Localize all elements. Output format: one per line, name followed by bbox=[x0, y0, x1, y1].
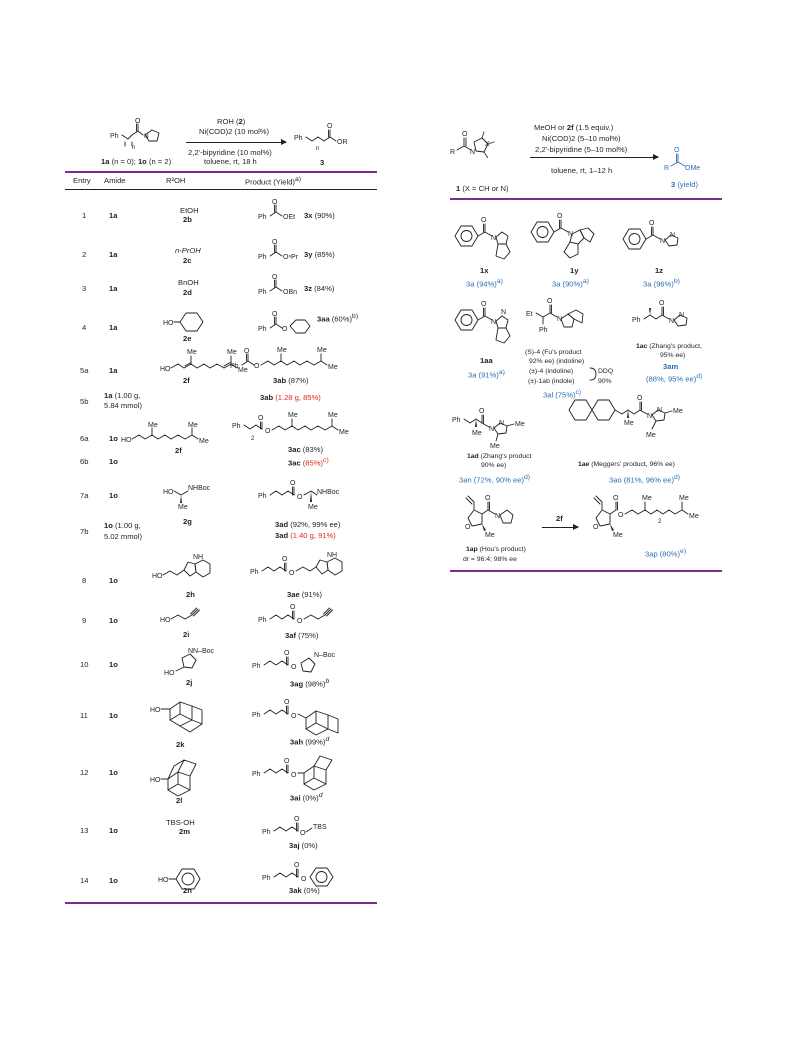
bottom-rule-left bbox=[65, 902, 377, 904]
product-3-label: 3 bbox=[320, 158, 325, 167]
svg-text:Ph: Ph bbox=[252, 712, 261, 719]
svg-text:O: O bbox=[481, 217, 487, 224]
alcohol-2f-id: 2f bbox=[183, 376, 190, 385]
svg-text:NHBoc: NHBoc bbox=[188, 485, 211, 492]
svg-text:Me: Me bbox=[188, 422, 198, 429]
svg-text:O: O bbox=[272, 239, 278, 246]
condition-text: toluene, rt, 18 h bbox=[204, 157, 257, 166]
bottom-rule-right bbox=[450, 570, 722, 572]
product-3ad-scaleup: 3ad (1.40 g, 91%) bbox=[275, 531, 336, 540]
svg-text:Me: Me bbox=[679, 495, 689, 502]
compound-1z-structure bbox=[620, 215, 700, 255]
entry-9: 9 bbox=[82, 616, 87, 625]
svg-text:O: O bbox=[674, 147, 680, 154]
amide-6a: 1o bbox=[109, 434, 118, 443]
svg-text:N: N bbox=[495, 513, 501, 520]
alcohol-2f-id-2: 2f bbox=[175, 446, 182, 455]
amide-7a: 1o bbox=[109, 491, 118, 500]
header-underline bbox=[65, 189, 377, 190]
entry-7b: 7b bbox=[80, 527, 89, 536]
svg-text:Ph: Ph bbox=[258, 214, 267, 221]
amide-13: 1o bbox=[109, 826, 118, 835]
svg-text:Me: Me bbox=[288, 412, 298, 419]
entry-6b: 6b bbox=[80, 457, 89, 466]
compound-1ap-dr: dr = 96:4; 98% ee bbox=[463, 556, 517, 563]
svg-text:Ph: Ph bbox=[110, 133, 119, 140]
compound-1aa-label: 1aa bbox=[480, 356, 493, 365]
svg-text:O: O bbox=[289, 570, 295, 577]
svg-text:O: O bbox=[297, 618, 303, 625]
product-3af-structure bbox=[258, 600, 368, 628]
svg-text:N: N bbox=[470, 149, 476, 156]
svg-text:OⁿPr: OⁿPr bbox=[283, 254, 298, 261]
compound-1y-label: 1y bbox=[570, 266, 579, 275]
svg-text:2: 2 bbox=[251, 436, 255, 442]
compound-1ap-structure bbox=[454, 492, 534, 542]
alcohol-2i-id: 2i bbox=[183, 630, 190, 639]
svg-text:O: O bbox=[135, 118, 141, 125]
substrate-1-label: 1 (X = CH or N) bbox=[456, 184, 509, 193]
svg-text:Ph: Ph bbox=[632, 317, 641, 324]
product-3ai-label: 3ai $(0\%)^d$ bbox=[290, 792, 323, 803]
amide-8: 1o bbox=[109, 576, 118, 585]
svg-text:TBS: TBS bbox=[313, 824, 327, 831]
svg-text:Me: Me bbox=[339, 429, 349, 436]
amide-7b-mmol: 5.02 mmol) bbox=[104, 532, 142, 541]
product-3ab-scaleup: 3ab (1.28 g, 85%) bbox=[260, 393, 321, 402]
alcohol-2l-id: 2l bbox=[176, 796, 183, 805]
svg-text:O: O bbox=[272, 311, 278, 318]
svg-text:Ph: Ph bbox=[258, 289, 267, 296]
svg-text:O: O bbox=[272, 274, 278, 281]
racemic-4-indoline: (±)-4 (indoline) bbox=[529, 368, 574, 375]
alcohol-2k-structure bbox=[150, 692, 230, 740]
svg-text:O: O bbox=[284, 758, 290, 765]
alcohol-2h-structure bbox=[152, 552, 242, 590]
entry-10: 10 bbox=[80, 660, 89, 669]
svg-text:O: O bbox=[290, 604, 296, 611]
svg-text:O: O bbox=[300, 830, 306, 837]
reagent-roh: ROH (2) bbox=[217, 117, 246, 126]
svg-text:O: O bbox=[282, 326, 288, 333]
amide-12: 1o bbox=[109, 768, 118, 777]
product-3ac-label: 3ac (83%) bbox=[288, 445, 324, 454]
svg-text:O: O bbox=[244, 348, 250, 355]
alcohol-2m: TBS-OH bbox=[166, 818, 195, 827]
svg-text:Me: Me bbox=[472, 430, 482, 437]
svg-text:Ph: Ph bbox=[258, 254, 267, 261]
ddq-label: DDQ bbox=[598, 368, 614, 375]
header-roh: R²OH bbox=[166, 176, 186, 185]
alcohol-2g-structure bbox=[163, 480, 233, 510]
product-3ab-structure bbox=[230, 346, 370, 374]
svg-text:Ph: Ph bbox=[252, 663, 261, 670]
svg-text:O: O bbox=[282, 556, 288, 563]
svg-text:Ph: Ph bbox=[262, 829, 271, 836]
entry-5a: 5a bbox=[80, 366, 89, 375]
entry-1: 1 bbox=[82, 211, 87, 220]
svg-text:Me: Me bbox=[238, 367, 248, 374]
entry-12: 12 bbox=[80, 768, 89, 777]
svg-text:Me: Me bbox=[689, 513, 699, 520]
compound-1aa-structure bbox=[452, 292, 522, 352]
svg-text:Me: Me bbox=[613, 532, 623, 539]
right-condition: toluene, rt, 1–12 h bbox=[551, 166, 613, 175]
svg-text:O: O bbox=[291, 664, 297, 671]
svg-text:Ph: Ph bbox=[232, 423, 241, 430]
svg-text:O: O bbox=[284, 699, 290, 706]
svg-text:N: N bbox=[657, 407, 663, 414]
svg-text:N–Boc: N–Boc bbox=[193, 648, 215, 655]
svg-text:Ph: Ph bbox=[539, 327, 548, 334]
svg-text:NHBoc: NHBoc bbox=[317, 489, 340, 496]
svg-text:O: O bbox=[649, 220, 655, 227]
alcohol-2b: EtOH bbox=[180, 206, 199, 215]
svg-text:N: N bbox=[491, 235, 497, 242]
svg-text:OMe: OMe bbox=[685, 165, 701, 172]
entry-14: 14 bbox=[80, 876, 89, 885]
svg-text:O: O bbox=[254, 363, 260, 370]
alcohol-2i-structure bbox=[160, 605, 220, 627]
svg-text:R: R bbox=[664, 165, 670, 172]
compound-3ao-yield: 3ao (81%, 96% ee)$^{d)}$ bbox=[609, 474, 681, 485]
amide-1: 1a bbox=[109, 211, 118, 220]
right-ligand: 2,2'-bipyridine (5–10 mol%) bbox=[535, 145, 628, 154]
product-3ac-structure bbox=[232, 410, 372, 446]
svg-text:Me: Me bbox=[227, 349, 237, 356]
entry-13: 13 bbox=[80, 826, 89, 835]
svg-text:N: N bbox=[669, 318, 675, 325]
fu-product-line2: 92% ee) (indoline) bbox=[529, 358, 585, 365]
svg-text:O: O bbox=[462, 131, 468, 138]
svg-text:HO: HO bbox=[150, 777, 161, 784]
svg-text:Ph: Ph bbox=[250, 569, 259, 576]
svg-text:O: O bbox=[485, 495, 491, 502]
svg-text:NH: NH bbox=[327, 552, 338, 559]
svg-text:HO: HO bbox=[121, 437, 132, 444]
compound-1ac-ee: 95% ee) bbox=[660, 352, 686, 359]
amide-11: 1o bbox=[109, 711, 118, 720]
compound-3al-yield: 3al $(75\%)^{c)}$ bbox=[543, 389, 582, 400]
product-3-structure bbox=[294, 118, 364, 160]
svg-text:Me: Me bbox=[646, 432, 656, 439]
svg-text:X: X bbox=[485, 141, 490, 148]
svg-text:n: n bbox=[132, 145, 136, 151]
svg-text:HO: HO bbox=[152, 573, 163, 580]
compound-1y-structure bbox=[528, 208, 608, 264]
product-3ag-structure bbox=[252, 646, 372, 678]
product-3z-label: 3z (84%) bbox=[304, 284, 335, 293]
product-3x-label: 3x (90%) bbox=[304, 211, 335, 220]
alcohol-2l-structure bbox=[150, 752, 220, 800]
svg-text:N–Boc: N–Boc bbox=[314, 652, 336, 659]
header-entry: Entry bbox=[73, 176, 91, 185]
ddq-yield: 90% bbox=[598, 378, 612, 385]
compound-1aa-yield: 3a $(91\%)^{a)}$ bbox=[468, 369, 505, 380]
compound-1x-label: 1x bbox=[480, 266, 489, 275]
alcohol-2h-id: 2h bbox=[186, 590, 195, 599]
svg-text:N: N bbox=[501, 309, 507, 316]
alcohol-2d-id: 2d bbox=[183, 288, 192, 297]
svg-text:Me: Me bbox=[642, 495, 652, 502]
svg-text:Me: Me bbox=[485, 532, 495, 539]
header-product: Product (Yield)$^{a)}$ bbox=[245, 176, 301, 187]
product-3ag-label: 3ag $(98\%)^b$ bbox=[290, 678, 330, 689]
svg-text:O: O bbox=[272, 199, 278, 206]
compound-1ac-structure bbox=[632, 300, 712, 340]
product-3ai-structure bbox=[252, 750, 372, 798]
top-rule-right bbox=[450, 198, 722, 200]
amide-3: 1a bbox=[109, 284, 118, 293]
svg-text:Ph: Ph bbox=[294, 135, 303, 142]
compound-1ad-structure bbox=[452, 404, 562, 450]
svg-text:Me: Me bbox=[148, 422, 158, 429]
svg-text:Ph: Ph bbox=[262, 875, 271, 882]
svg-text:O: O bbox=[465, 524, 471, 531]
svg-text:Et: Et bbox=[526, 311, 533, 318]
alcohol-2d: BnOH bbox=[178, 278, 199, 287]
amide-10: 1o bbox=[109, 660, 118, 669]
amide-14: 1o bbox=[109, 876, 118, 885]
product-3ac-alt: 3ac $(85\%)^{c)}$ bbox=[288, 457, 329, 468]
product-3aj-label: 3aj (0%) bbox=[289, 841, 318, 850]
svg-text:Me: Me bbox=[187, 349, 197, 356]
compound-1ad-label: 1ad (Zhang's product bbox=[467, 453, 532, 460]
product-3y-label: 3y (85%) bbox=[304, 250, 335, 259]
svg-text:O: O bbox=[291, 713, 297, 720]
alcohol-2n-id: 2n bbox=[183, 886, 192, 895]
right-catalyst: Ni(COD)2 (5–10 mol%) bbox=[542, 134, 621, 143]
amide-2: 1a bbox=[109, 250, 118, 259]
product-3aa-label: 3aa $(60\%)^{b)}$ bbox=[317, 313, 359, 324]
alcohol-2j-id: 2j bbox=[186, 678, 193, 687]
fu-product-line1: (S)-4 (Fu's product bbox=[525, 349, 582, 356]
compound-3am-yield: (88%, 95% ee)$^{d)}$ bbox=[646, 373, 703, 384]
svg-text:HO: HO bbox=[163, 489, 174, 496]
compound-3ap-yield: 3ap $(80\%)^{e)}$ bbox=[645, 548, 687, 559]
entry-2: 2 bbox=[82, 250, 87, 259]
alcohol-2c-id: 2c bbox=[183, 256, 192, 265]
amide-5b-mmol: 5.84 mmol) bbox=[104, 401, 142, 410]
compound-1x-yield: 3a $(94\%)^{a)}$ bbox=[466, 278, 503, 289]
svg-text:HO: HO bbox=[164, 670, 175, 677]
product-3ae-structure bbox=[250, 552, 370, 590]
svg-text:O: O bbox=[301, 876, 307, 883]
amide-5b: 1a (1.00 g, bbox=[104, 391, 141, 400]
svg-text:Me: Me bbox=[199, 438, 209, 445]
svg-text:O: O bbox=[294, 862, 300, 869]
svg-text:N: N bbox=[660, 238, 666, 245]
svg-text:Ph: Ph bbox=[258, 617, 267, 624]
product-3ae-label: 3ae (91%) bbox=[287, 590, 323, 599]
svg-text:Me: Me bbox=[308, 504, 318, 511]
svg-text:O: O bbox=[284, 650, 290, 657]
entry-4: 4 bbox=[82, 323, 87, 332]
entry-8: 8 bbox=[82, 576, 87, 585]
svg-text:HO: HO bbox=[150, 707, 161, 714]
compound-1y-yield: 3a $(90\%)^{a)}$ bbox=[552, 278, 589, 289]
amide-1-generic-structure bbox=[450, 120, 520, 170]
product-3-generic-structure bbox=[664, 138, 714, 178]
svg-text:Ph: Ph bbox=[252, 771, 261, 778]
svg-text:N: N bbox=[568, 231, 574, 238]
svg-text:N: N bbox=[144, 133, 149, 140]
svg-text:HO: HO bbox=[158, 877, 169, 884]
alcohol-2j-structure bbox=[162, 644, 232, 676]
alcohol-2g-id: 2g bbox=[183, 517, 192, 526]
compound-3am-label: 3am bbox=[663, 362, 679, 371]
product-3ah-label: 3ah $(99\%)^d$ bbox=[290, 736, 330, 747]
svg-text:N: N bbox=[647, 413, 653, 420]
product-3ad-structure bbox=[258, 476, 368, 516]
svg-text:O: O bbox=[297, 494, 303, 501]
svg-text:OBn: OBn bbox=[283, 289, 298, 296]
svg-text:OR: OR bbox=[337, 139, 348, 146]
arrow-2f-label: 2f bbox=[556, 514, 563, 523]
svg-text:O: O bbox=[258, 415, 264, 422]
entry-11: 11 bbox=[80, 711, 88, 720]
svg-text:O: O bbox=[294, 816, 300, 823]
alcohol-2c: n-PrOH bbox=[175, 246, 201, 255]
product-3af-label: 3af (75%) bbox=[285, 631, 319, 640]
svg-text:O: O bbox=[479, 408, 485, 415]
product-3ab-label: 3ab (87%) bbox=[273, 376, 309, 385]
compound-1ae-label: 1ae (Meggers' product, 96% ee) bbox=[578, 461, 675, 468]
top-rule-left bbox=[65, 171, 377, 173]
svg-text:Me: Me bbox=[624, 420, 634, 427]
amide-6b: 1o bbox=[109, 457, 118, 466]
product-3-yield: 3 (yield) bbox=[671, 180, 699, 189]
svg-text:O: O bbox=[557, 213, 563, 220]
svg-text:HO: HO bbox=[160, 617, 171, 624]
amide-1-structure bbox=[110, 120, 190, 160]
compound-1ap-label: 1ap (Hou's product) bbox=[466, 546, 526, 553]
svg-text:Me: Me bbox=[673, 408, 683, 415]
svg-text:Ph: Ph bbox=[230, 363, 239, 370]
svg-text:Me: Me bbox=[328, 364, 338, 371]
entry-7a: 7a bbox=[80, 491, 89, 500]
svg-text:Me: Me bbox=[317, 347, 327, 354]
compound-1z-label: 1z bbox=[655, 266, 664, 275]
svg-text:OEt: OEt bbox=[283, 214, 296, 221]
svg-text:O: O bbox=[481, 301, 487, 308]
amide-5a: 1a bbox=[109, 366, 118, 375]
compound-3an-yield: 3an (72%, 90% ee)$^{d)}$ bbox=[459, 474, 531, 485]
compound-4-structure bbox=[526, 298, 616, 344]
svg-text:R: R bbox=[450, 149, 456, 156]
substrate-label: 1a (n = 0); 1o (n = 2) bbox=[101, 157, 172, 166]
svg-text:2: 2 bbox=[658, 519, 662, 525]
catalyst-text: Ni(COD)2 (10 mol%) bbox=[199, 127, 270, 136]
svg-text:n: n bbox=[316, 146, 320, 152]
svg-text:O: O bbox=[637, 395, 643, 402]
ligand-text: 2,2'-bipyridine (10 mol%) bbox=[188, 148, 272, 157]
svg-text:O: O bbox=[618, 512, 624, 519]
svg-text:HO: HO bbox=[163, 320, 174, 327]
svg-text:O: O bbox=[327, 123, 333, 130]
compound-1ad-ee: 90% ee) bbox=[481, 462, 507, 469]
compound-1z-yield: 3a $(96\%)^{b)}$ bbox=[643, 278, 680, 289]
svg-text:N: N bbox=[489, 426, 495, 433]
svg-text:O: O bbox=[290, 480, 296, 487]
svg-text:N: N bbox=[491, 319, 497, 326]
alcohol-2k-id: 2k bbox=[176, 740, 185, 749]
svg-text:NH: NH bbox=[193, 554, 204, 561]
svg-text:Ph: Ph bbox=[258, 493, 267, 500]
alcohol-2b-id: 2b bbox=[183, 215, 192, 224]
svg-text:O: O bbox=[593, 524, 599, 531]
svg-text:Me: Me bbox=[277, 347, 287, 354]
svg-text:Me: Me bbox=[328, 412, 338, 419]
svg-text:O: O bbox=[659, 300, 665, 307]
racemic-1ab-indole: (±)-1ab (indole) bbox=[528, 378, 575, 385]
svg-text:Me: Me bbox=[515, 421, 525, 428]
svg-text:Me: Me bbox=[490, 443, 500, 450]
svg-text:Ph: Ph bbox=[452, 417, 461, 424]
svg-text:N: N bbox=[557, 316, 563, 323]
arrow-2f bbox=[542, 527, 578, 528]
compound-1ae-structure bbox=[566, 396, 706, 456]
alcohol-2e-id: 2e bbox=[183, 334, 192, 343]
svg-text:O: O bbox=[547, 298, 553, 305]
amide-9: 1o bbox=[109, 616, 118, 625]
entry-3: 3 bbox=[82, 284, 87, 293]
svg-text:O: O bbox=[291, 772, 297, 779]
product-3ak-label: 3ak (0%) bbox=[289, 886, 320, 895]
entry-6a: 6a bbox=[80, 434, 89, 443]
svg-text:N: N bbox=[499, 420, 505, 427]
compound-1x-structure bbox=[452, 208, 522, 264]
right-reagent: MeOH or 2f (1.5 equiv.) bbox=[534, 123, 614, 132]
svg-text:HO: HO bbox=[160, 366, 171, 373]
alcohol-2m-id: 2m bbox=[179, 827, 190, 836]
svg-text:Ph: Ph bbox=[258, 326, 267, 333]
right-reaction-arrow bbox=[530, 157, 658, 158]
header-amide: Amide bbox=[104, 176, 126, 185]
entry-5b: 5b bbox=[80, 397, 89, 406]
svg-text:O: O bbox=[265, 428, 271, 435]
svg-text:N: N bbox=[670, 232, 676, 239]
product-3aj-structure bbox=[262, 810, 372, 840]
compound-1ac-label: 1ac (Zhang's product, bbox=[636, 343, 702, 350]
svg-text:O: O bbox=[613, 495, 619, 502]
product-3ad-label: 3ad (92%, 99% ee) bbox=[275, 520, 341, 529]
svg-text:N: N bbox=[679, 312, 685, 319]
amide-7b: 1o (1.00 g, bbox=[104, 521, 141, 530]
amide-4: 1a bbox=[109, 323, 118, 332]
svg-text:N: N bbox=[188, 648, 194, 655]
compound-3ap-structure bbox=[582, 492, 722, 544]
svg-text:Me: Me bbox=[178, 504, 188, 511]
reaction-arrow bbox=[186, 142, 286, 143]
